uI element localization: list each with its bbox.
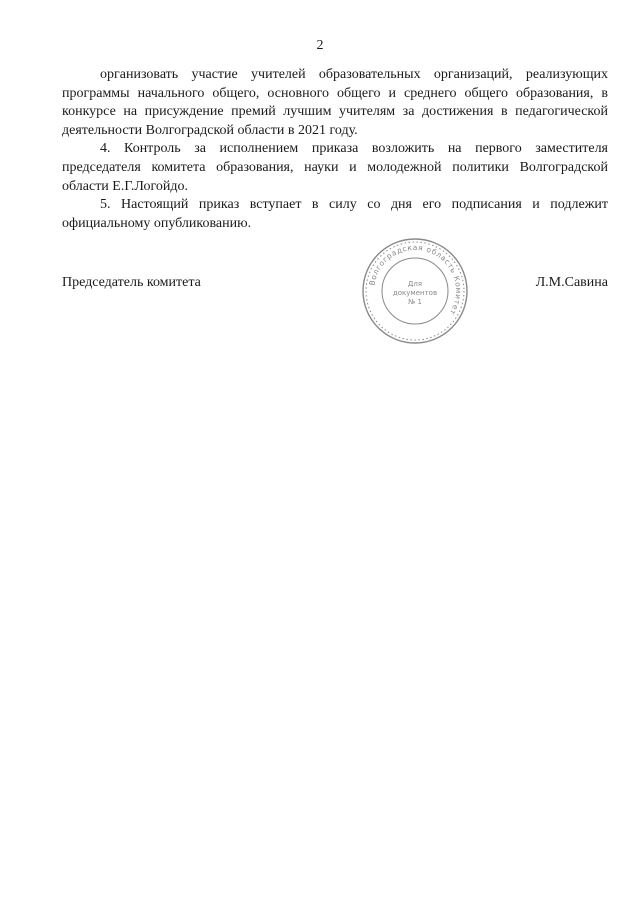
seal-center-line-2: документов (392, 289, 438, 297)
paragraph-item-5: 5. Настоящий приказ вступает в силу со дня его подписания и подлежит официальному опубликованию. (62, 197, 608, 231)
document-body (62, 66, 608, 233)
official-seal-stamp (359, 236, 471, 346)
paragraph-continuation: организовать участие учителей образовательных организаций, реализующих программы начального общего, основного общего и среднего общего образования, в конкурсе на присуждение премий лучшим учителям за достижения в педагогической деятельности Волгоградской области в 2021 году. (62, 67, 608, 138)
seal-center-line-1: Для (407, 280, 423, 288)
signature-block (62, 274, 608, 294)
seal-center-line-3: № 1 (408, 298, 422, 306)
signatory-name: Л.М.Савина (535, 275, 608, 290)
signatory-title: Председатель комитета (62, 275, 201, 290)
paragraph-item-4: 4. Контроль за исполнением приказа возложить на первого заместителя председателя комитета образования, науки и молодежной политики Волгоградской области Е.Г.Логойдо. (62, 141, 608, 194)
seal-icon (359, 236, 471, 346)
seal-ring-text: Волгоградская область Комитет (367, 242, 464, 317)
page-number: 2 (316, 38, 324, 53)
